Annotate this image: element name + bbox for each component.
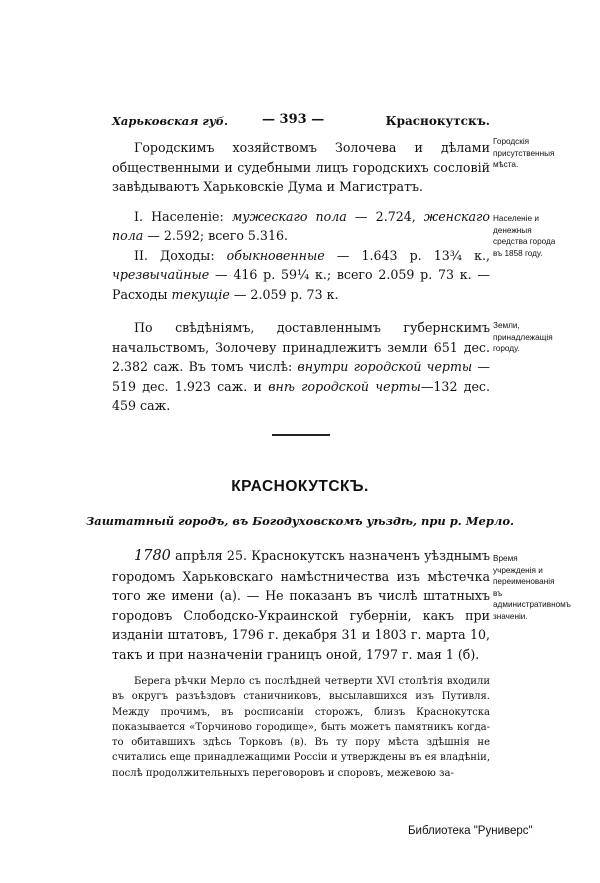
footnote: Берега рѣчки Мерло съ послѣдней четверти XVI столѣтія входили въ округъ разъѣздовъ станичниковъ, высылавшихся изъ Путивля. Между прочимъ, въ росписаніи сторожъ, близъ Краснокутска показывается «Торчиново городище», быть можетъ памятникъ когда-то обитавшихъ здѣсь Торковъ (в). Въ ту пору мѣста здѣшнія не считались еще принадлежащими Россіи и утверждены въ ея владѣніи, послѣ продолжительныхъ переговоровъ и споровъ, межевою за- [112, 676, 490, 779]
paragraph-lands: По свѣдѣніямъ, доставленнымъ губернскимъ начальствомъ, Золочеву принадлежитъ земли 651 дес. 2.382 саж. Въ томъ числѣ: внутри городской черты — 519 дес. 1.923 саж. и внѣ городской черты—132 дес. 459 саж. [112, 320, 490, 413]
paragraph-population: I. Населеніе: мужескаго пола — 2.724, женскаго пола — 2.592; всего 5.316. [112, 208, 490, 243]
margin-note-lands: Земли, принадлежащія городу. [493, 321, 553, 353]
paragraph-offices: Городскимъ хозяйствомъ Золочева и дѣлами общественными и судебными лицъ городскихъ сословій завѣдываютъ Харьковскіе Дума и Магистратъ. [112, 140, 490, 194]
library-stamp: Библиотека "Руниверс" [408, 825, 533, 837]
paragraph-revenue: II. Доходы: обыкновенные — 1.643 р. 13¾ к., чрезвычайные — 416 р. 59¼ к.; всего 2.059 р. 73 к. — Расходы текущіе — 2.059 р. 73 к. [112, 247, 490, 302]
header-province: Харьковская губ. [112, 114, 229, 128]
margin-note-offices: Городскія присутственныя мѣста. [493, 137, 555, 169]
page-header [112, 112, 490, 132]
lead-year: 1780 [134, 548, 171, 564]
section-zolochev [112, 138, 490, 416]
section-title: КРАСНОКУТСКЪ. [231, 478, 369, 495]
section-divider [272, 434, 330, 436]
page-number: — 393 — [262, 112, 325, 127]
header-town: Краснокутскъ. [385, 114, 490, 128]
paragraph-krasnokutsk: 1780 апрѣля 25. Краснокутскъ назначенъ уѣзднымъ городомъ Харьковскаго намѣстничества изъ мѣстечка того же имени (а). — Не показанъ въ числѣ штатныхъ городовъ Слободско-Украинской губерніи, какъ при изданіи штатовъ, 1796 г. декабря 31 и 1803 г. марта 10, такъ и при назначеніи границъ оной, 1797 г. мая 1 (б). [112, 548, 490, 662]
margin-note-time: Время учрежденія и переименованія въ административномъ значеніи. [493, 554, 571, 621]
section-subtitle: Заштатный городъ, въ Богодуховскомъ уѣздѣ, при р. Мерло. [86, 514, 514, 528]
margin-note-population: Населеніе и денежныя средства города въ 1858 году. [493, 214, 556, 258]
